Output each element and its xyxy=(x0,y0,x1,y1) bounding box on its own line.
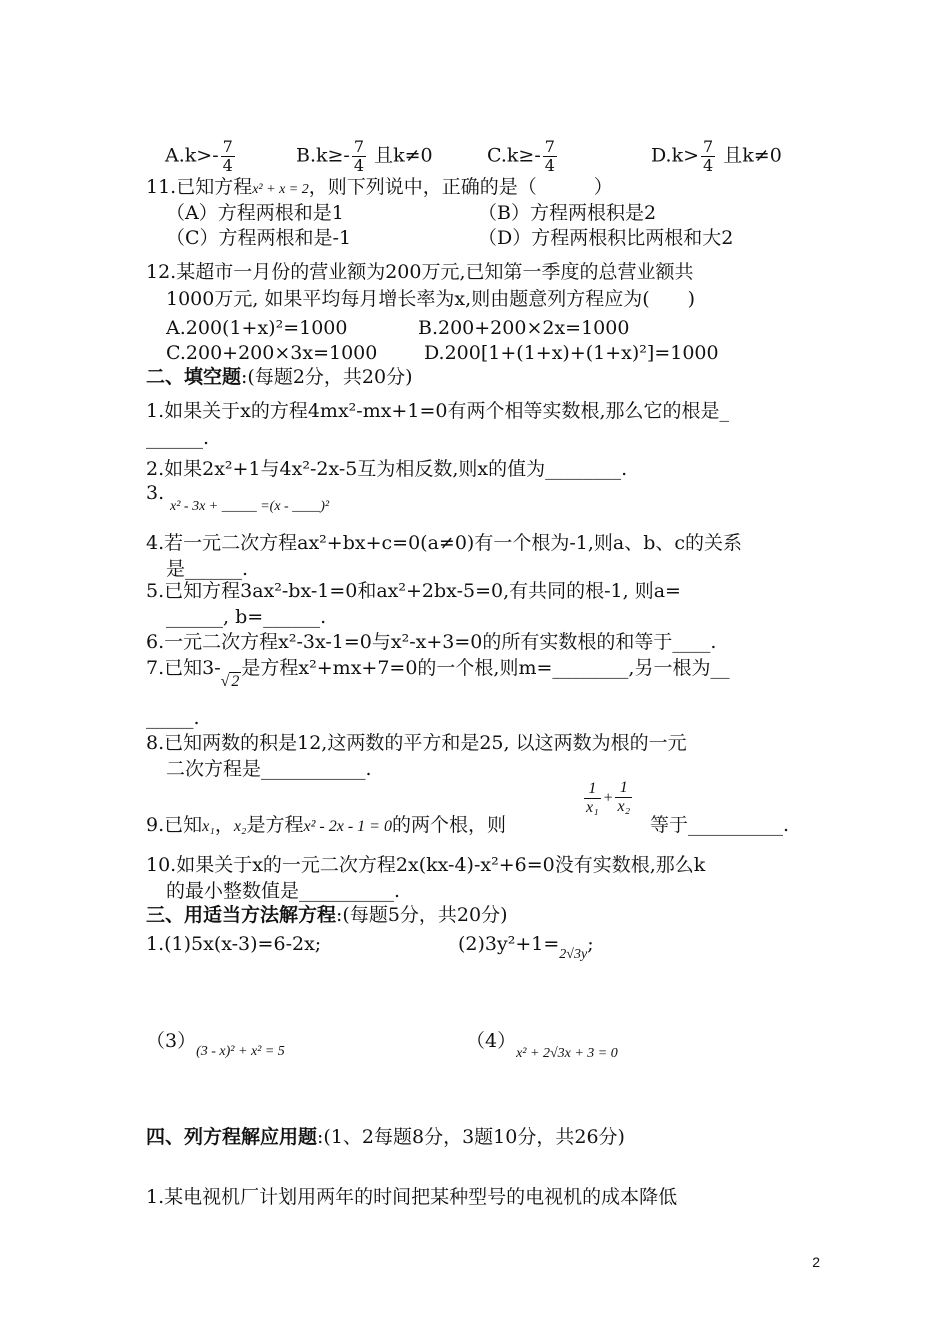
solve-p4: $(4)_{x^2 + 2√3x + 3 = 0}$ xyxy=(466,1030,618,1061)
fill-q10-line1: 10.如果关于x的一元二次方程2x(kx-4)-x²+6=0没有实数根,那么k xyxy=(146,854,706,876)
fill-q7-line1: 7.已知$3-_{√ 2}$是方程x²+mx+7=0的一个根,则m=________,另一根为__ xyxy=(146,657,730,690)
q12-option-a: A.200(1+x)²=1000 xyxy=(166,317,348,339)
section-3-heading: 三、用适当方法解方程:(每题5分，共20分) xyxy=(146,904,508,926)
solve-p2: $(2)3y^2+1=_{2√3y}$; xyxy=(458,933,594,962)
fill-q10-line2: 的最小整数值是__________. xyxy=(166,880,401,902)
fill-q1-line1: 1.如果关于x的方程4mx²-mx+1=0有两个相等实数根,那么它的根是_ xyxy=(146,400,729,422)
solve-p1: 1.(1)5x(x-3)=6-2x; xyxy=(146,933,322,955)
q12-line1: 12.某超市一月份的营业额为200万元,已知第一季度的总营业额共 xyxy=(146,261,694,283)
page-number: 2 xyxy=(812,1254,820,1270)
section-2-heading: 二、填空题:(每题2分，共20分) xyxy=(146,366,413,388)
q10-option-b: B.k≥- $\frac{7}{4}$ 且k≠0 xyxy=(296,137,433,175)
fraction-7-4: $\frac{7}{4}$ xyxy=(222,137,233,175)
q10-option-d: D.k> $\frac{7}{4}$ 且k≠0 xyxy=(651,137,782,175)
fill-q9-fraction-sum: $\frac{1}{\text{x₁}}$ + $\frac{1}{\text{x₂}}$ xyxy=(586,779,631,816)
fill-q3-number: 3. xyxy=(146,482,165,504)
q11-option-a: （A）方程两根和是1 xyxy=(166,202,344,224)
fill-q1-line2: ______. xyxy=(146,427,210,449)
fill-q3-equation: x² - 3x + _____ =(x - ____)² xyxy=(170,499,330,514)
q12-line2: 1000万元, 如果平均每月增长率为x,则由题意列方程应为( ) xyxy=(166,288,696,310)
option-a: A.k>- xyxy=(165,144,219,167)
sqrt-2: 2 xyxy=(231,673,240,690)
fill-q7-line2: _____. xyxy=(146,707,200,729)
q12-option-b: B.200+200×2x=1000 xyxy=(418,317,630,339)
q11-stem: 11.已知方程x² + x = 2，则下列说中，正确的是（ ） xyxy=(146,176,613,198)
q10-options xyxy=(165,138,237,175)
fill-q5-line1: 5.已知方程3ax²-bx-1=0和ax²+2bx-5=0,有共同的根-1, 则a= xyxy=(146,580,681,602)
fill-q9-tail: 等于__________. xyxy=(650,814,790,836)
q10-option-c: C.k≥- $\frac{7}{4}$ xyxy=(487,137,555,175)
section-4-heading: 四、列方程解应用题:(1、2每题8分，3题10分，共26分) xyxy=(146,1126,625,1148)
fill-q8-line1: 8.已知两数的积是12,这两数的平方和是25, 以这两数为根的一元 xyxy=(146,732,687,754)
fill-q2: 2.如果2x²+1与4x²-2x-5互为相反数,则x的值为________. xyxy=(146,458,628,480)
q12-option-c: C.200+200×3x=1000 xyxy=(166,342,378,364)
fill-q4-line1: 4.若一元二次方程ax²+bx+c=0(a≠0)有一个根为-1,则a、b、c的关系 xyxy=(146,532,742,554)
fill-q6: 6.一元二次方程x²-3x-1=0与x²-x+3=0的所有实数根的和等于____. xyxy=(146,631,717,653)
q11-option-c: （C）方程两根和是-1 xyxy=(166,227,352,249)
solve-p3: $(3)_{(3 - x)^2 + x^2 = 5}$ xyxy=(146,1030,285,1059)
fill-q8-line2: 二次方程是___________. xyxy=(166,758,372,780)
q11-option-b: （B）方程两根积是2 xyxy=(478,202,657,224)
q11-option-d: （D）方程两根积比两根和大2 xyxy=(478,227,734,249)
fill-q4-line2: 是______. xyxy=(166,558,249,580)
application-q1: 1.某电视机厂计划用两年的时间把某种型号的电视机的成本降低 xyxy=(146,1186,678,1208)
fill-q9: 9.已知x₁，x₂是方程x² - 2x - 1 = 0的两个根，则 xyxy=(146,814,506,836)
q12-option-d: D.200[1+(1+x)+(1+x)²]=1000 xyxy=(424,342,719,364)
fill-q5-line2: ______, b=______. xyxy=(166,606,327,628)
